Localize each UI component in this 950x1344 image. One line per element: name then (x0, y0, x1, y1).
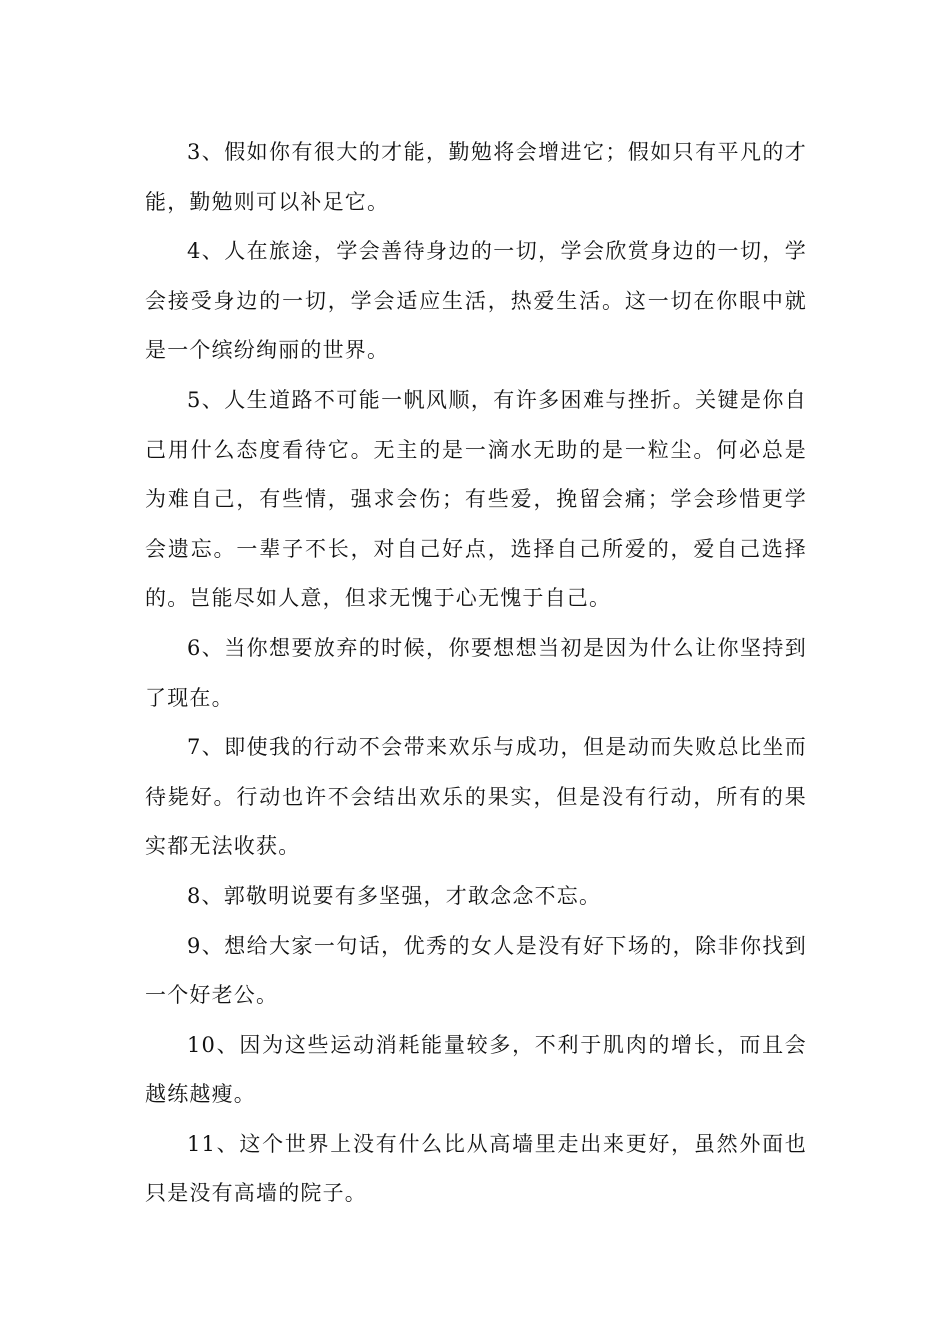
paragraph-5: 5、人生道路不可能一帆风顺，有许多困难与挫折。关键是你自己用什么态度看待它。无主的是一滴水无助的是一粒尘。何必总是为难自己，有些情，强求会伤；有些爱，挽留会痛；学会珍惜更学会遗忘。一辈子不长，对自己好点，选择自己所爱的，爱自己选择的。岂能尽如人意，但求无愧于心无愧于自己。 (145, 387, 807, 611)
paragraph-11: 11、这个世界上没有什么比从高墙里走出来更好，虽然外面也只是没有高墙的院子。 (145, 1131, 807, 1206)
document-body (145, 128, 807, 1219)
paragraph-3: 3、假如你有很大的才能，勤勉将会增进它；假如只有平凡的才能，勤勉则可以补足它。 (145, 140, 807, 214)
paragraph-8: 8、郭敬明说要有多坚强，才敢念念不忘。 (187, 883, 602, 908)
paragraph-6: 6、当你想要放弃的时候，你要想想当初是因为什么让你坚持到了现在。 (145, 635, 807, 710)
paragraph-9: 9、想给大家一句话，优秀的女人是没有好下场的，除非你找到一个好老公。 (145, 933, 807, 1008)
paragraph-10: 10、因为这些运动消耗能量较多，不利于肌肉的增长，而且会越练越瘦。 (145, 1032, 807, 1107)
paragraph-7: 7、即使我的行动不会带来欢乐与成功，但是动而失败总比坐而待毙好。行动也许不会结出欢乐的果实，但是没有行动，所有的果实都无法收获。 (145, 735, 807, 859)
paragraph-4: 4、人在旅途，学会善待身边的一切，学会欣赏身边的一切，学会接受身边的一切，学会适应生活，热爱生活。这一切在你眼中就是一个缤纷绚丽的世界。 (145, 239, 807, 363)
